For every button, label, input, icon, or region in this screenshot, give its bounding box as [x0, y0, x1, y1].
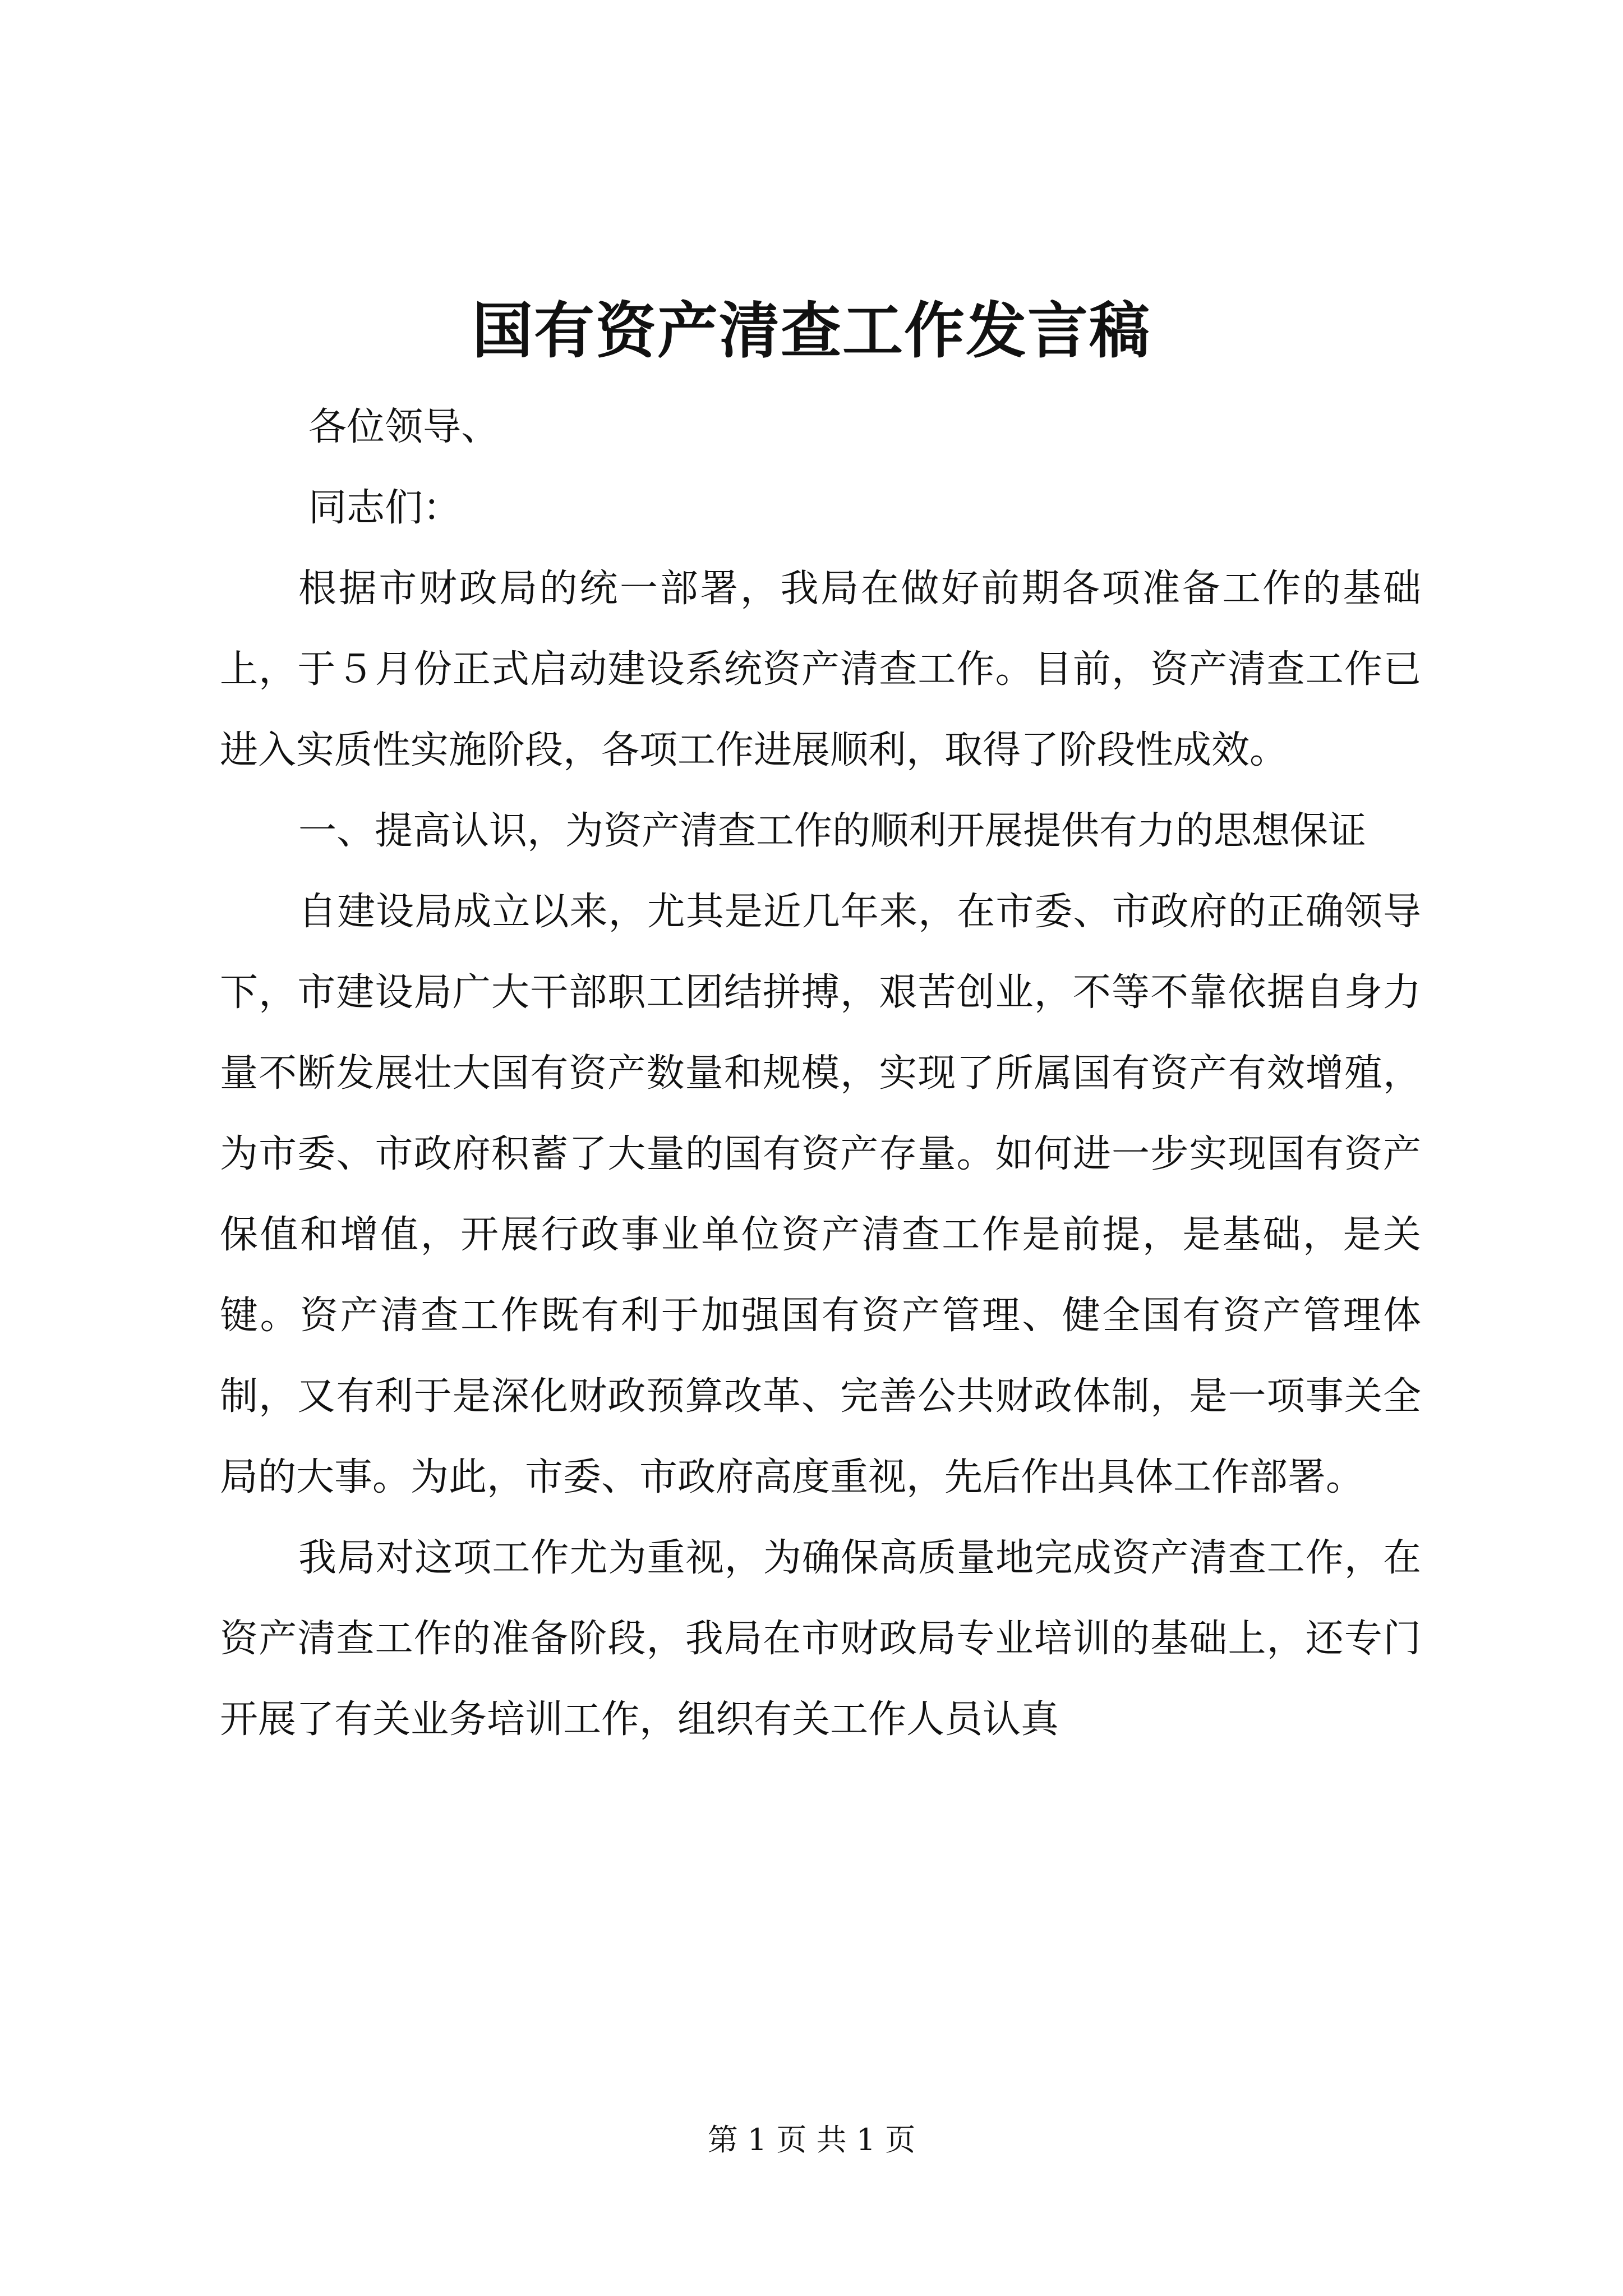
paragraph-intro: 根据市财政局的统一部署，我局在做好前期各项准备工作的基础上，于５月份正式启动建设系统资产清查工作。目前，资产清查工作已进入实质性实施阶段，各项工作进展顺利，取得了阶段性成效。 — [220, 567, 1421, 772]
document-title: 国有资产清查工作发言稿 — [472, 296, 1151, 366]
greeting-line-2: 同志们： — [308, 486, 462, 530]
paragraph-preparation: 我局对这项工作尤为重视，为确保高质量地完成资产清查工作，在资产清查工作的准备阶段，我局在市财政局专业培训的基础上，还专门开展了有关业务培训工作，组织有关工作人员认真 — [220, 1536, 1421, 1742]
page-footer: 第 1 页 共 1 页 — [707, 2122, 916, 2157]
greeting-line-1: 各位领导、 — [308, 405, 500, 449]
section-heading-1: 一、提高认识，为资产清查工作的顺利开展提供有力的思想保证 — [298, 809, 1367, 853]
document-body — [220, 387, 1421, 1760]
paragraph-background: 自建设局成立以来，尤其是近几年来，在市委、市政府的正确领导下，市建设局广大干部职工团结拼搏，艰苦创业，不等不靠依据自身力量不断发展壮大国有资产数量和规模，实现了所属国有资产有效增殖，为市委、市政府积蓄了大量的国有资产存量。如何进一步实现国有资产保值和增值，开展行政事业单位资产清查工作是前提，是基础，是关键。资产清查工作既有利于加强国有资产管理、健全国有资产管理体制，又有利于是深化财政预算改革、完善公共财政体制，是一项事关全局的大事。为此，市委、市政府高度重视，先后作出具体工作部署。 — [220, 890, 1421, 1499]
